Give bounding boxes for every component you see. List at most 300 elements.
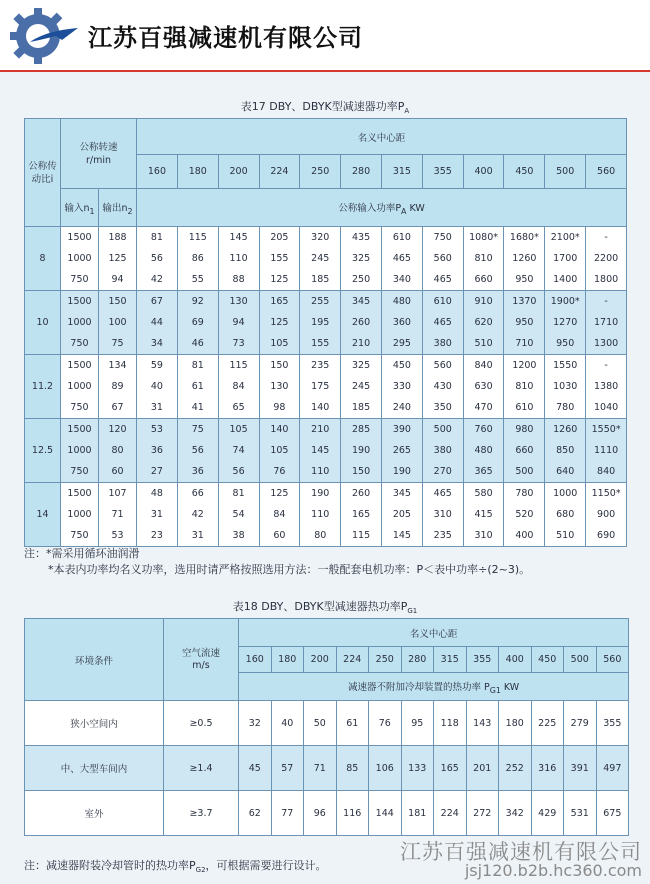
center-distance-header: 名义中心距 [239,619,629,647]
power-value: 125 [270,274,289,285]
power-cell [381,227,422,291]
power-cell [463,355,504,419]
power-cell [137,291,178,355]
output-speed-value: 71 [111,509,124,520]
power-value: 1900* [550,296,580,307]
power-value: 245 [311,253,330,264]
power-value: 1400 [553,274,578,285]
power-cell [218,355,259,419]
power-cell [341,355,382,419]
power-value: 44 [150,317,163,328]
power-value: 980 [515,424,534,435]
power-value: 69 [191,317,204,328]
power-value: 245 [352,381,371,392]
power-value: 1800 [594,274,619,285]
power-value: 690 [597,530,616,541]
power-cell [586,355,627,419]
power-value: 465 [433,488,452,499]
thermal-power-cell: 201 [466,746,499,791]
watermark-company: 江苏百强减速机有限公司 [400,840,642,864]
output-speed-value: 75 [111,338,124,349]
power-value: 84 [273,509,286,520]
power-cell [259,291,300,355]
power-cell [586,419,627,483]
thermal-power-cell: 181 [401,791,434,836]
power-value: 850 [556,445,575,456]
power-value: 86 [191,253,204,264]
power-value: 110 [229,253,248,264]
input-speed-value: 1000 [67,317,92,328]
center-distance-cell: 450 [504,155,545,189]
power-cell [218,227,259,291]
power-cell [137,227,178,291]
watermark-url: jsj120.b2b.hc360.com [464,861,642,880]
power-value: 240 [392,402,411,413]
center-distance-cell: 160 [239,647,272,673]
input-speed-value: 750 [70,466,89,477]
power-value: 470 [474,402,493,413]
power-value: 415 [474,509,493,520]
power-value: 115 [229,360,248,371]
power-value: 1270 [553,317,578,328]
power-value: 265 [392,445,411,456]
table-row [25,419,627,483]
power-value: 450 [392,360,411,371]
thermal-power-cell: 272 [466,791,499,836]
power-value: 84 [232,381,245,392]
table-row [25,291,627,355]
power-value: 23 [150,530,163,541]
power-value: 1300 [594,338,619,349]
table18-caption: 表18 DBY、DBYK型减速器热功率$P_{G1}$ [232,600,418,616]
power-value: 1260 [512,253,537,264]
power-value: 325 [352,360,371,371]
center-distance-cell: 250 [300,155,341,189]
note-lubrication: 注：*需采用循环油润滑 [24,547,140,560]
power-value: 480 [474,445,493,456]
power-value: 74 [232,445,245,456]
power-value: 210 [311,424,330,435]
power-value: 750 [433,232,452,243]
power-value: 125 [270,317,289,328]
power-value: 910 [474,296,493,307]
power-value: 365 [474,466,493,477]
power-value: 73 [232,338,245,349]
power-value: 165 [270,296,289,307]
ratio-cell: 8 [25,227,61,291]
output-speed-value: 125 [108,253,127,264]
thermal-power-cell: 32 [239,701,272,746]
power-value: 56 [150,253,163,264]
table18-note: 注：减速器附装冷却管时的热功率$P_{G2}$，可根据需要进行设计。 [24,859,327,875]
power-value: 36 [150,445,163,456]
power-cell [422,291,463,355]
power-cell [177,227,218,291]
input-speed-value: 1000 [67,509,92,520]
power-cell [218,419,259,483]
power-cell [422,355,463,419]
power-cell [300,291,341,355]
power-value: 810 [515,381,534,392]
center-distance-cell: 250 [369,647,402,673]
power-cell [586,291,627,355]
power-cell [218,483,259,547]
company-logo-icon [8,6,80,66]
power-value: 55 [191,274,204,285]
center-distance-cell: 315 [381,155,422,189]
power-value: 640 [556,466,575,477]
power-value: 710 [515,338,534,349]
power-value: 1040 [594,402,619,413]
power-value: 80 [314,530,327,541]
power-value: 435 [352,232,371,243]
center-distance-cell: 355 [422,155,463,189]
power-value: 345 [392,488,411,499]
thermal-power-cell: 118 [434,701,467,746]
power-value: 1150* [591,488,621,499]
air-speed-header: 空气流速 m/s [164,619,239,701]
power-value: 260 [352,488,371,499]
power-cell [259,227,300,291]
output-speed-value: 80 [111,445,124,456]
ratio-cell: 14 [25,483,61,547]
power-value: 950 [556,338,575,349]
power-value: 390 [392,424,411,435]
center-distance-cell: 560 [596,647,629,673]
company-name: 江苏百强减速机有限公司 [88,24,363,52]
output-speed-value: 60 [111,466,124,477]
output-speed-cell [99,419,137,483]
input-speed-cell [61,291,99,355]
center-distance-cell: 180 [177,155,218,189]
power-value: 88 [232,274,245,285]
power-value: 42 [191,509,204,520]
power-cell [504,227,545,291]
ratio-header: 公称传动比i [25,119,61,227]
power-value: 54 [232,509,245,520]
input-speed-value: 1500 [67,488,92,499]
power-value: 340 [392,274,411,285]
input-speed-value: 1500 [67,424,92,435]
input-speed-value: 750 [70,338,89,349]
power-cell [137,483,178,547]
power-value: 190 [392,466,411,477]
input-speed-value: 1500 [67,360,92,371]
power-cell [545,483,586,547]
power-cell [504,291,545,355]
power-value: 38 [232,530,245,541]
thermal-power-cell: 133 [401,746,434,791]
power-value: 67 [150,296,163,307]
power-value: 1710 [594,317,619,328]
thermal-power-cell: 62 [239,791,272,836]
output-speed-value: 94 [111,274,124,285]
power-value: 2100* [550,232,580,243]
power-value: 250 [352,274,371,285]
power-value: 56 [232,466,245,477]
center-distance-cell: 450 [531,647,564,673]
thermal-power-cell: 429 [531,791,564,836]
power-value: 175 [311,381,330,392]
power-value: 61 [191,381,204,392]
power-value: 145 [311,445,330,456]
power-value: 360 [392,317,411,328]
center-distance-header: 名义中心距 [137,119,627,155]
power-value: 190 [352,445,371,456]
thermal-power-cell: 95 [401,701,434,746]
thermal-power-cell: 144 [369,791,402,836]
thermal-power-cell: 85 [336,746,369,791]
power-cell [422,227,463,291]
power-value: 115 [352,530,371,541]
table-row [25,791,629,836]
power-cell [259,355,300,419]
output-speed-value: 134 [108,360,127,371]
output-speed-value: 89 [111,381,124,392]
power-value: 130 [270,381,289,392]
thermal-power-cell: 355 [596,701,629,746]
center-distance-cell: 560 [586,155,627,189]
center-distance-cell: 200 [304,647,337,673]
thermal-power-header: 减速器不附加冷却装置的热功率 $P_{G1}$ KW [239,673,629,701]
power-value: 285 [352,424,371,435]
power-cell [259,483,300,547]
power-value: 145 [392,530,411,541]
thermal-power-cell: 71 [304,746,337,791]
output-speed-cell [99,355,137,419]
power-value: 840 [474,360,493,371]
thermal-power-cell: 391 [564,746,597,791]
power-value: 610 [515,402,534,413]
power-value: 1260 [553,424,578,435]
thermal-power-cell: 342 [499,791,532,836]
table17-caption: 表17 DBY、DBYK型减速器功率$P_A$ [240,100,410,116]
power-value: 350 [433,402,452,413]
power-cell [341,483,382,547]
power-value: 235 [433,530,452,541]
power-cell [300,419,341,483]
power-value: 145 [229,232,248,243]
power-value: 66 [191,488,204,499]
power-value: 65 [232,402,245,413]
center-distance-cell: 500 [564,647,597,673]
thermal-power-cell: 96 [304,791,337,836]
power-cell [422,419,463,483]
input-speed-cell [61,419,99,483]
power-value: 255 [311,296,330,307]
power-value: 510 [474,338,493,349]
table-row [25,746,629,791]
power-value: 1680* [509,232,539,243]
power-value: 105 [270,445,289,456]
power-cell [381,291,422,355]
power-value: 1380 [594,381,619,392]
power-value: 900 [597,509,616,520]
power-value: 155 [311,338,330,349]
power-value: 210 [352,338,371,349]
table-row [25,227,627,291]
input-speed-value: 1500 [67,232,92,243]
thermal-power-cell: 224 [434,791,467,836]
ratio-cell: 12.5 [25,419,61,483]
power-value: 1080* [469,232,499,243]
power-cell [300,227,341,291]
thermal-power-cell: 106 [369,746,402,791]
thermal-power-cell: 497 [596,746,629,791]
power-value: 42 [150,274,163,285]
power-value: 105 [229,424,248,435]
center-distance-cell: 224 [259,155,300,189]
power-cell [545,227,586,291]
power-value: 81 [191,360,204,371]
power-cell [463,227,504,291]
power-value: 1030 [553,381,578,392]
power-value: - [604,232,608,243]
power-value: 310 [433,509,452,520]
power-value: 580 [474,488,493,499]
power-value: 140 [311,402,330,413]
power-cell [422,483,463,547]
power-value: 295 [392,338,411,349]
thermal-power-cell: 675 [596,791,629,836]
thermal-power-cell: 316 [531,746,564,791]
power-cell [341,227,382,291]
power-value: 760 [474,424,493,435]
input-speed-value: 1000 [67,253,92,264]
thermal-power-cell: 225 [531,701,564,746]
power-value: 140 [270,424,289,435]
output-speed-cell [99,227,137,291]
power-value: 165 [352,509,371,520]
table-row [25,483,627,547]
power-value: - [604,360,608,371]
power-value: 560 [433,360,452,371]
input-power-header: 公称输入功率$P_A$ KW [137,189,627,227]
center-distance-cell: 500 [545,155,586,189]
input-speed-cell [61,483,99,547]
output-speed-value: 120 [108,424,127,435]
power-value: 115 [188,232,207,243]
thermal-power-cell: 40 [271,701,304,746]
output-speed-value: 107 [108,488,127,499]
power-cell [177,291,218,355]
power-value: 780 [556,402,575,413]
power-value: 195 [311,317,330,328]
power-cell [463,483,504,547]
environment-header: 环境条件 [25,619,164,701]
power-value: 465 [392,253,411,264]
input-speed-value: 750 [70,530,89,541]
power-value: 81 [150,232,163,243]
power-value: 205 [270,232,289,243]
input-speed-cell [61,355,99,419]
power-value: 610 [433,296,452,307]
power-value: 660 [515,445,534,456]
power-value: 260 [352,317,371,328]
thermal-power-cell: 45 [239,746,272,791]
power-cell [381,483,422,547]
speed-header: 公称转速 r/min [61,119,137,189]
input-speed-value: 750 [70,402,89,413]
input-speed-value: 1500 [67,296,92,307]
power-cell [137,419,178,483]
table17-notes [24,546,530,578]
power-value: 130 [229,296,248,307]
output-speed-value: 188 [108,232,127,243]
note-selection: *本表内功率均名义功率，选用时请严格按照选用方法：一般配套电机功率：P＜表中功率÷(2~3)。 [48,563,531,576]
power-value: 1110 [594,445,619,456]
thermal-power-cell: 143 [466,701,499,746]
power-value: 1550* [591,424,621,435]
power-value: 345 [352,296,371,307]
power-cell [463,419,504,483]
power-value: 110 [311,509,330,520]
thermal-power-cell: 279 [564,701,597,746]
thermal-power-cell: 57 [271,746,304,791]
power-cell [177,419,218,483]
power-value: 27 [150,466,163,477]
power-value: 150 [270,360,289,371]
power-value: 76 [273,466,286,477]
power-cell [381,355,422,419]
power-value: 950 [515,317,534,328]
power-value: 330 [392,381,411,392]
power-value: 185 [352,402,371,413]
power-cell [463,291,504,355]
center-distance-cell: 160 [137,155,178,189]
power-value: 1200 [512,360,537,371]
thermal-power-cell: 531 [564,791,597,836]
center-distance-cell: 400 [463,155,504,189]
input-speed-value: 750 [70,274,89,285]
output-speed-value: 100 [108,317,127,328]
power-cell [341,291,382,355]
power-table [24,118,627,547]
environment-cell: 室外 [25,791,164,836]
power-value: 2200 [594,253,619,264]
input-speed-cell [61,227,99,291]
output-speed-cell [99,291,137,355]
power-value: 1370 [512,296,537,307]
power-value: 92 [191,296,204,307]
power-value: 320 [311,232,330,243]
environment-cell: 狭小空间内 [25,701,164,746]
power-value: 1700 [553,253,578,264]
power-value: 780 [515,488,534,499]
power-value: 500 [433,424,452,435]
center-distance-cell: 400 [499,647,532,673]
power-value: 110 [311,466,330,477]
power-cell [545,355,586,419]
power-value: 620 [474,317,493,328]
power-value: 31 [150,509,163,520]
power-cell [341,419,382,483]
power-value: 400 [515,530,534,541]
power-cell [504,483,545,547]
power-value: 380 [433,338,452,349]
power-value: 660 [474,274,493,285]
power-cell [177,355,218,419]
power-cell [381,419,422,483]
air-speed-cell: ≥0.5 [164,701,239,746]
thermal-power-cell: 165 [434,746,467,791]
center-distance-cell: 355 [466,647,499,673]
power-value: 75 [191,424,204,435]
power-value: 60 [273,530,286,541]
power-cell [218,291,259,355]
input-speed-value: 1000 [67,445,92,456]
power-cell [545,291,586,355]
